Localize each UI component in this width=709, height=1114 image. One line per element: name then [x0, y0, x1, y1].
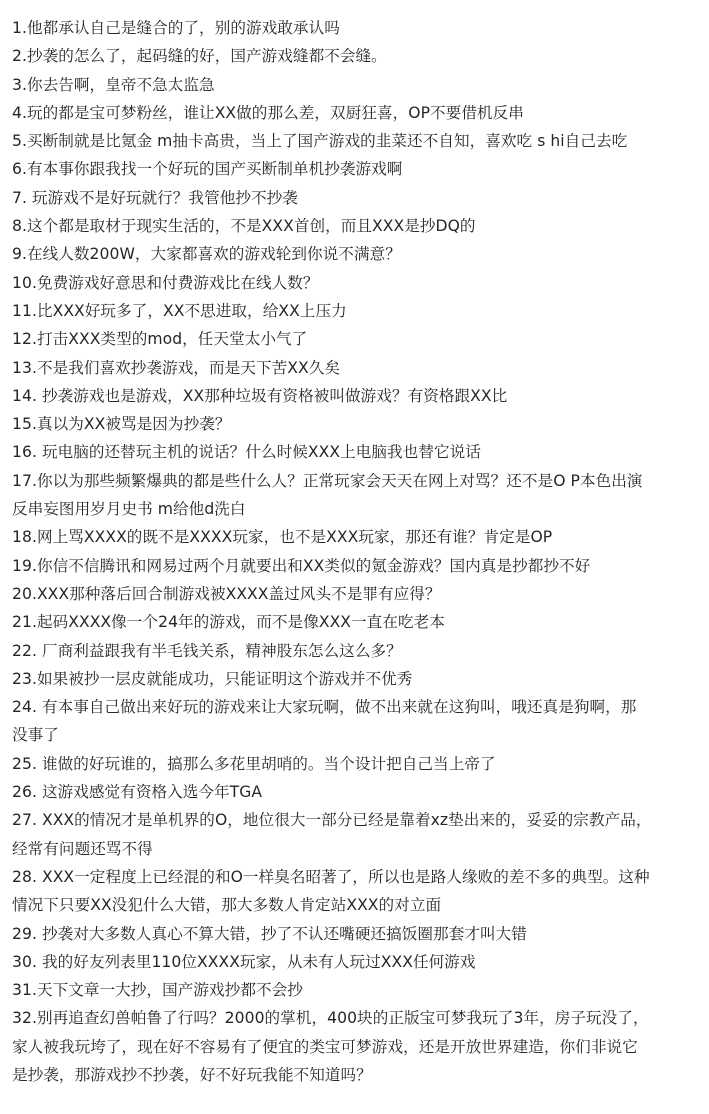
text-line-12: 12.打击XXX类型的mod，任天堂太小气了 — [12, 330, 308, 349]
text-line-5: 5.买断制就是比氪金 m抽卡高贵，当上了国产游戏的韭菜还不自知，喜欢吃 s hi自己去吃 — [12, 132, 628, 151]
text-line-2: 2.抄袭的怎么了，起码缝的好，国产游戏缝都不会缝。 — [12, 47, 387, 66]
text-line-30: 经常有问题还骂不得 — [12, 839, 153, 858]
text-line-14: 14. 抄袭游戏也是游戏，XX那种垃圾有资格被叫做游戏？有资格跟XX比 — [12, 386, 508, 405]
text-line-18: 反串妄图用岁月史书 m给他d洗白 — [12, 500, 246, 519]
text-line-36: 32.别再追查幻兽帕鲁了行吗？2000的掌机，400块的正版宝可梦我玩了3年，房子玩没了， — [12, 1009, 649, 1028]
text-line-10: 10.免费游戏好意思和付费游戏比在线人数？ — [12, 273, 319, 292]
text-line-8: 8.这个都是取材于现实生活的，不是XXX首创，而且XXX是抄DQ的 — [12, 217, 476, 236]
text-line-25: 24. 有本事自己做出来好玩的游戏来让大家玩啊，做不出来就在这狗叫，哦还真是狗啊，那 — [12, 698, 637, 717]
text-line-28: 26. 这游戏感觉有资格入选今年TGA — [12, 783, 263, 802]
text-line-13: 13.不是我们喜欢抄袭游戏，而是天下苦XX久矣 — [12, 358, 341, 377]
text-line-23: 22. 厂商利益跟我有半毛钱关系，精神股东怎么这么多？ — [12, 641, 402, 660]
text-line-27: 25. 谁做的好玩谁的，搞那么多花里胡哨的。当个设计把自己当上帝了 — [12, 754, 496, 773]
text-line-29: 27. XXX的情况才是单机界的O，地位很大一部分已经是靠着xz垫出来的，妥妥的宗教产品， — [12, 811, 652, 830]
text-line-21: 20.XXX那种落后回合制游戏被XXXX盖过风头不是罪有应得？ — [12, 584, 441, 603]
text-line-19: 18.网上骂XXXX的既不是XXXX玩家，也不是XXX玩家，那还有谁？肯定是OP — [12, 528, 553, 547]
text-line-32: 情况下只要XX没犯什么大错，那大多数人肯定站XXX的对立面 — [12, 896, 442, 915]
text-line-11: 11.比XXX好玩多了，XX不思进取，给XX上压力 — [12, 301, 347, 320]
text-line-1: 1.他都承认自己是缝合的了，别的游戏敢承认吗 — [12, 19, 340, 37]
text-line-24: 23.如果被抄一层皮就能成功，只能证明这个游戏并不优秀 — [12, 669, 413, 688]
text-line-35: 31.天下文章一大抄，国产游戏抄都不会抄 — [12, 981, 303, 1000]
text-line-15: 15.真以为XX被骂是因为抄袭？ — [12, 415, 231, 434]
text-line-6: 6.有本事你跟我找一个好玩的国产买断制单机抄袭游戏啊 — [12, 160, 403, 179]
text-line-9: 9.在线人数200W，大家都喜欢的游戏轮到你说不满意？ — [12, 245, 401, 264]
text-line-26: 没事了 — [12, 726, 59, 745]
text-line-33: 29. 抄袭对大多数人真心不算大错，抄了不认还嘴硬还搞饭圈那套才叫大错 — [12, 924, 527, 943]
text-line-16: 16. 玩电脑的还替玩主机的说话？什么时候XXX上电脑我也替它说话 — [12, 443, 481, 462]
text-line-20: 19.你信不信腾讯和网易过两个月就要出和XX类似的氪金游戏？国内真是抄都抄不好 — [12, 556, 591, 575]
text-line-4: 4.玩的都是宝可梦粉丝，谁让XX做的那么差，双厨狂喜，OP不要借机反串 — [12, 103, 524, 122]
text-line-7: 7. 玩游戏不是好玩就行？我管他抄不抄袭 — [12, 188, 298, 207]
text-line-31: 28. XXX一定程度上已经混的和O一样臭名昭著了，所以也是路人缘败的差不多的典型。这种 — [12, 867, 650, 886]
text-line-38: 是抄袭，那游戏抄不抄袭，好不好玩我能不知道吗？ — [12, 1065, 372, 1084]
text-line-3: 3.你去告啊，皇帝不急太监急 — [12, 75, 215, 94]
text-line-34: 30. 我的好友列表里110位XXXX玩家，从未有人玩过XXX任何游戏 — [12, 952, 476, 971]
text-line-17: 17.你以为那些频繁爆典的都是些什么人？正常玩家会天天在网上对骂？还不是O P本色出演 — [12, 471, 643, 490]
text-line-22: 21.起码XXXX像一个24年的游戏，而不是像XXX一直在吃老本 — [12, 613, 445, 632]
text-line-37: 家人被我玩垮了，现在好不容易有了便宜的类宝可梦游戏，还是开放世界建造，你们非说它 — [12, 1037, 638, 1056]
